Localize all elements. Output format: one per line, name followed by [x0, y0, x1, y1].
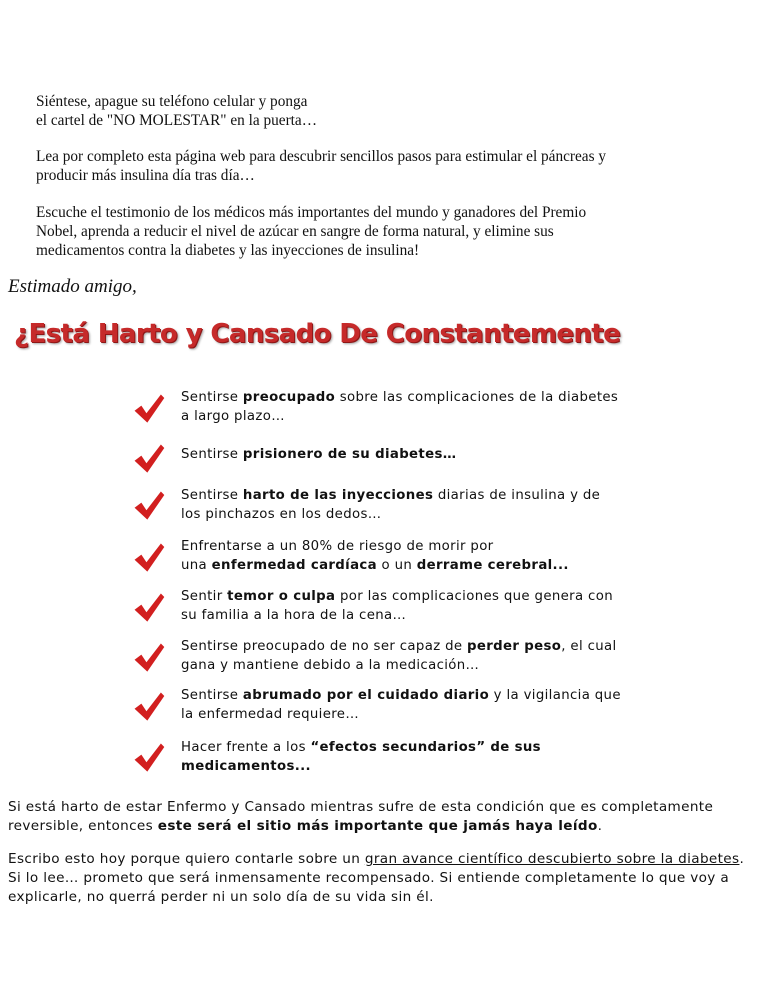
checkmark-icon: [132, 442, 166, 476]
bullet-text: Hacer frente a los “efectos secundarios” de sus medicamentos...: [181, 740, 541, 774]
intro-line: medicamentos contra la diabetes y las inyecciones de insulina!: [36, 242, 420, 259]
bullet-text: Sentirse harto de las inyecciones diarias de insulina y de los pinchazos en los dedos…: [181, 488, 601, 522]
greeting: Estimado amigo,: [8, 276, 137, 297]
bullet-text: Sentir temor o culpa por las complicaciones que genera con su familia a la hora de la cena…: [181, 589, 613, 623]
checkmark-icon: [132, 641, 166, 675]
bullet-text: Sentirse prisionero de su diabetes…: [181, 447, 457, 462]
body-paragraph: Si está harto de estar Enfermo y Cansado mientras sufre de esta condición que es completamente reversible, entonces este será el sitio más importante que jamás haya leído.: [8, 799, 714, 834]
checkmark-icon: [132, 392, 166, 426]
bullet-text: Sentirse abrumado por el cuidado diario y la vigilancia que la enfermedad requiere…: [181, 688, 621, 722]
intro-line: Escuche el testimonio de los médicos más importantes del mundo y ganadores del Premio: [36, 204, 587, 221]
intro-read-page: [36, 147, 736, 185]
intro-line: el cartel de "NO MOLESTAR" en la puerta…: [36, 112, 317, 129]
bullet-text: Sentirse preocupado sobre las complicaciones de la diabetes a largo plazo…: [181, 390, 619, 424]
bullet-text: Enfrentarse a un 80% de riesgo de morir por una enfermedad cardíaca o un derrame cerebral...: [181, 539, 569, 573]
intro-line: Siéntese, apague su teléfono celular y ponga: [36, 93, 308, 110]
intro-testimonial: [36, 203, 736, 260]
intro-instruction: [36, 92, 736, 130]
intro-line: producir más insulina día tras día…: [36, 167, 255, 184]
intro-line: Lea por completo esta página web para descubrir sencillos pasos para estimular el páncreas y: [36, 148, 607, 165]
checkmark-icon: [132, 489, 166, 523]
bullet-text: Sentirse preocupado de no ser capaz de perder peso, el cual gana y mantiene debido a la medicación…: [181, 639, 617, 673]
checkmark-icon: [132, 741, 166, 775]
checkmark-icon: [132, 591, 166, 625]
diabetes-breakthrough-link[interactable]: gran avance científico descubierto sobre la diabetes: [364, 851, 740, 867]
checkmark-icon: [132, 690, 166, 724]
headline: ¿Está Harto y Cansado De Constantemente: [14, 319, 621, 349]
checkmark-icon: [132, 541, 166, 575]
body-paragraph: Escribo esto hoy porque quiero contarle sobre un gran avance científico descubierto sobre la diabetes. Si lo lee… prometo que será inmensamente recompensado. Si entiende completamente lo que voy a explicarle, no querrá perder ni un solo día de su vida sin él.: [8, 851, 745, 905]
intro-line: Nobel, aprenda a reducir el nivel de azúcar en sangre de forma natural, y elimine sus: [36, 223, 554, 240]
